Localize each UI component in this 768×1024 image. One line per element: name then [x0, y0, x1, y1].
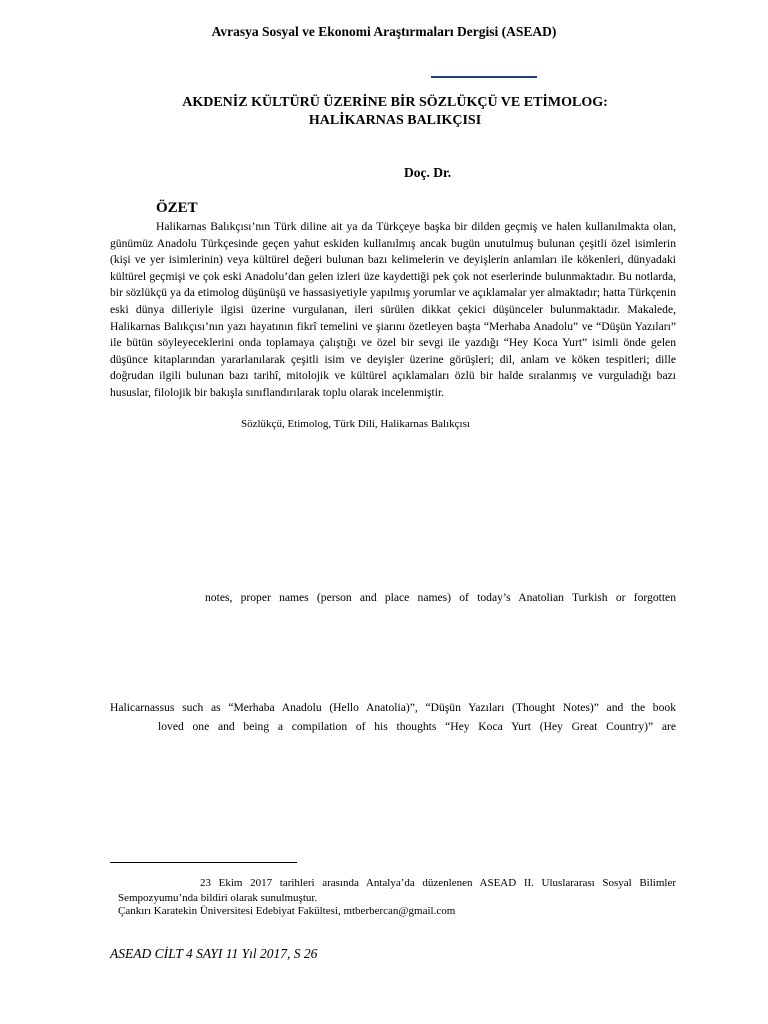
abstract-heading: ÖZET	[156, 200, 198, 216]
keywords: Sözlükçü, Etimolog, Türk Dili, Halikarnas Balıkçısı	[241, 418, 470, 430]
english-abstract-fragment: notes, proper names (person and place names) of today’s Anatolian Turkish or forgotten	[205, 591, 676, 604]
footnote-separator	[110, 862, 297, 863]
author: Doç. Dr.	[404, 165, 452, 180]
abstract-body	[110, 219, 676, 402]
title-line-1: AKDENİZ KÜLTÜRÜ ÜZERİNE BİR SÖZLÜKÇÜ VE ETİMOLOG:	[182, 95, 608, 110]
title-line-2: HALİKARNAS BALIKÇISI	[308, 113, 482, 128]
abstract-paragraph: Halikarnas Balıkçısı’nın Türk diline ait ya da Türkçeye başka bir dilden geçmiş ve halen kullanılmakta olan, günümüz Anadolu Türkçesinde geçen yahut eskiden kullanılmış ancak bugün unutulmuş bulunan çeşitli özel isimlerin (kişi ve yer isimlerinin) veya kültürel değeri bulunan bazı kelimelerin ve deyişlerin anlamları ile kökenleri, dünyadaki kültürel geçmişi ve çok eski Anadolu’dan gelen izleri üze kaydettiği pek çok not eserlerinde bulunmaktadır. Bu notlarda, bir sözlükçü ya da etimolog düşünüşü ve hassasiyetiyle yapılmış yorumlar ve açıklamalar yer almaktadır; hatta Türkçenin eski dünya dilleriyle ilgisi üzerine vurgulanan, ileri sürülen dikkat çekici düşünceler bulunmaktadır. Makalede, Halikarnas Balıkçısı’nın yazı hayatının fikrî temelini ve şiarını özetleyen başta “Merhaba Anadolu” ve “Düşün Yazıları” ile bütün söyleyeceklerini onda toplamaya çalıştığı ve özel bir sevgi ile yazdığı “Hey Koca Yurt” isimli önde gelen düşünce kitaplarından yararlanılarak çeşitli isim ve deyişler üzerine görüşleri; dil, anlam ve köken tespitleri; dille doğrudan ilgili bulunan bazı tarihî, mitolojik ve kültürel açıklamaları özlü bir halde sıralanmış ve vurguladığı bazı hususlar, filolojik bir bakışla sınıflandırılarak toplu olarak incelenmiştir.	[110, 220, 676, 399]
header-rule	[431, 76, 537, 78]
page-footer: ASEAD CİLT 4 SAYI 11 Yıl 2017, S 26	[110, 946, 318, 961]
footnote: 23 Ekim 2017 tarihleri arasında Antalya’da düzenlenen ASEAD II. Uluslararası Sosyal Bilimler Sempozyumu’nda bildiri olarak sunulmuştur.	[118, 877, 676, 904]
footnote: Çankırı Karatekin Üniversitesi Edebiyat Fakültesi, mtberbercan@gmail.com	[118, 905, 456, 917]
english-abstract-fragment: loved one and being a compilation of his thoughts “Hey Koca Yurt (Hey Great Country)” are	[158, 720, 676, 733]
paper-title	[0, 94, 768, 130]
english-abstract-fragment: Halicarnassus such as “Merhaba Anadolu (Hello Anatolia)”, “Düşün Yazıları (Thought Notes)” and the book	[110, 701, 676, 714]
journal-header: Avrasya Sosyal ve Ekonomi Araştırmaları Dergisi (ASEAD)	[211, 24, 557, 39]
